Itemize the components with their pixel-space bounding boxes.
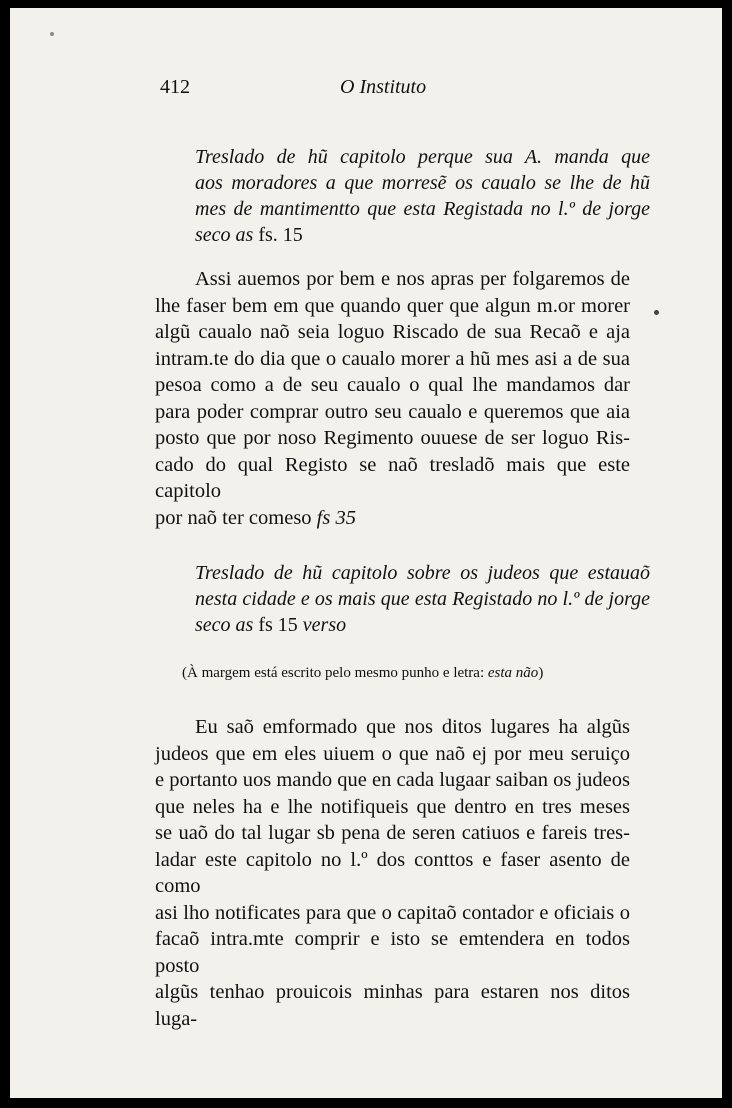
margin-note-close: ) (538, 665, 544, 681)
section2-body-line: ladar este capitolo no l.º dos conttos e faser asento de como (155, 848, 630, 897)
section2-body-line: algũs tenhao prouicois minhas para estaren nos ditos luga- (155, 981, 630, 1030)
section2-heading-folio: fs 15 (253, 614, 303, 636)
section2-body-line: que neles ha e lhe notifiqueis que dentro en tres meses (155, 795, 630, 818)
section1-heading-line: mes de mantimentto que esta Registada no l.º de jorge (195, 198, 650, 220)
section1-body-line: algũ caualo naõ seia loguo Riscado de sua Recaõ e aja (155, 321, 630, 343)
document-page (10, 8, 722, 1098)
section1-heading-line: Treslado de hũ capitolo perque sua A. manda que (195, 146, 650, 168)
section2-heading-italic-a: seco as (195, 614, 254, 636)
section1-body-line: lhe faser bem em que quando quer que algun m.or morer (155, 294, 630, 317)
section2-heading-italic-b: verso (302, 614, 347, 636)
section2-body-line: Eu saõ emformado que nos ditos lugares ha algũs (195, 716, 630, 738)
section1-body-line: pesoa como a de seu caualo o qual lhe mandamos dar (155, 374, 630, 396)
margin-note (182, 663, 642, 683)
margin-note-italic: esta não (487, 665, 539, 681)
section1-heading (195, 144, 650, 248)
section1-heading-italic: seco as (195, 224, 254, 246)
page-speck (50, 32, 54, 36)
section1-body-line: posto que por noso Regimento ouuese de ser loguo Ris- (155, 427, 630, 449)
section2-heading-line: nesta cidade e os mais que esta Registado no l.º de jorge (195, 588, 650, 610)
section2-body-line: judeos que em eles uiuem o que naõ ej por meu seruiço (155, 742, 630, 765)
section1-body-folio: fs 35 (316, 506, 356, 529)
margin-note-line (182, 663, 642, 683)
section1-body-line: intram.te do dia que o caualo morer a hũ mes asi a de sua (155, 347, 630, 370)
running-title: O Instituto (340, 76, 427, 98)
page-speck (654, 310, 659, 315)
section1-body-line: Assi auemos por bem e nos apras per folgaremos de (195, 268, 630, 290)
section2-body-line: e portanto uos mando que en cada lugaar saiban os judeos (155, 769, 630, 791)
margin-note-text: (À margem está escrito pelo mesmo punho e letra: (182, 665, 488, 681)
section1-body-last-roman: por naõ ter comeso (155, 506, 317, 529)
section1-body-last-line (155, 505, 630, 532)
section1-body-line: cado do qual Registo se naõ tresladõ mais que este capitolo (155, 453, 630, 502)
section1-heading-line: aos moradores a que morresẽ os caualo se lhe de hũ (195, 172, 650, 194)
section1-body (155, 266, 630, 531)
section2-body-line: se uaõ do tal lugar sb pena de seren catiuos e fareis tres- (155, 822, 630, 844)
section2-heading (195, 560, 650, 638)
section1-heading-folio: fs. 15 (253, 224, 303, 246)
section2-body-line: asi lho notificates para que o capitaõ contador e oficiais o (155, 901, 630, 924)
section2-body-line: facaõ intra.mte comprir e isto se emtendera en todos posto (155, 928, 630, 977)
section1-body-line: para poder comprar outro seu caualo e queremos que aia (155, 400, 630, 423)
section2-heading-line: Treslado de hũ capitolo sobre os judeos que estauaõ (195, 562, 650, 584)
section1-heading-last-line (195, 222, 650, 248)
section2-body (155, 714, 630, 1032)
page-number: 412 (160, 76, 190, 98)
section2-heading-last-line (195, 612, 650, 638)
